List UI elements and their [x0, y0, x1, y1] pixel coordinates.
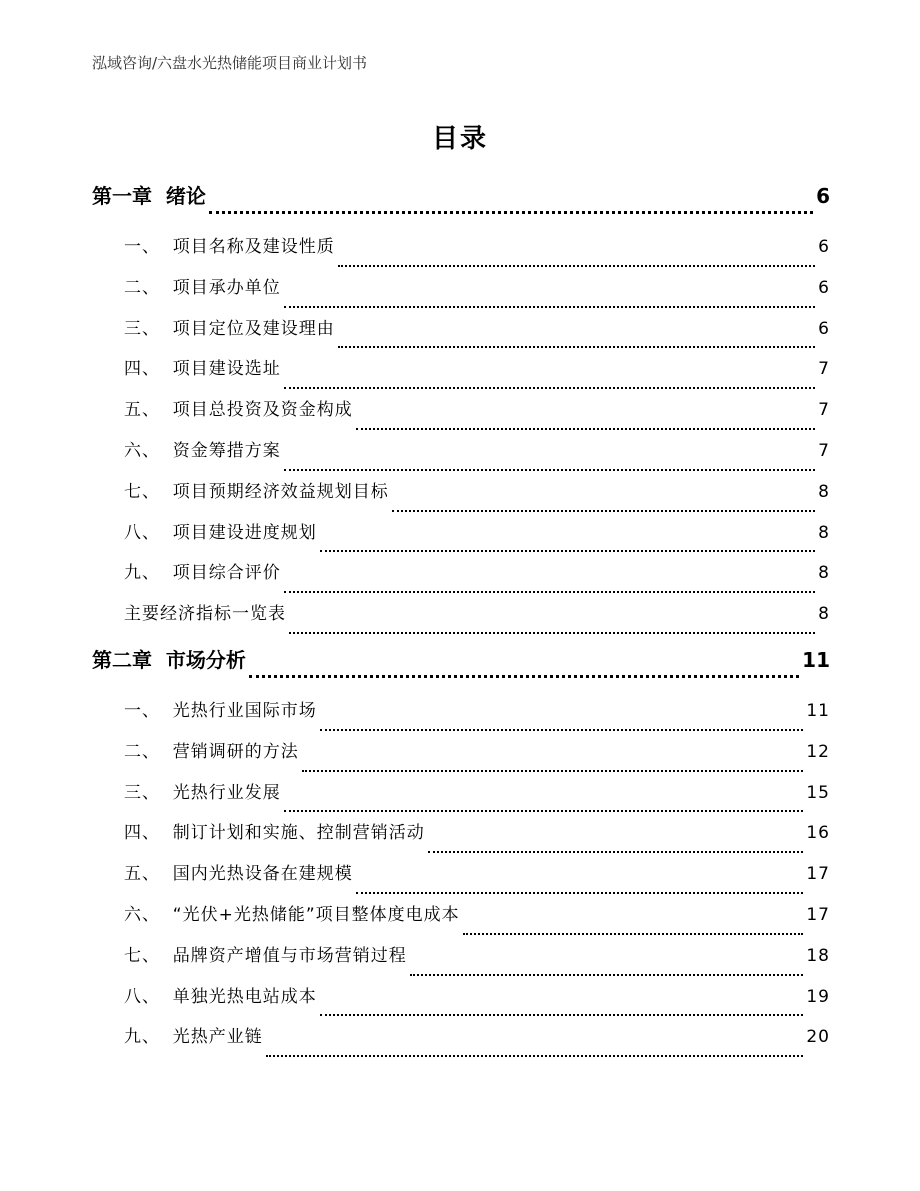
- toc-section-entry[interactable]: [124, 982, 830, 1023]
- toc-entry-label: 二、 项目承办单位: [124, 277, 281, 298]
- dot-leader: [302, 770, 804, 772]
- toc-entry-label: 四、 制订计划和实施、控制营销活动: [124, 823, 425, 844]
- toc-section-entry[interactable]: [124, 354, 830, 395]
- toc-page-number: 12: [806, 741, 830, 762]
- toc-section-entry[interactable]: [124, 558, 830, 599]
- dot-leader: [356, 892, 804, 894]
- toc-section-entry[interactable]: [124, 941, 830, 982]
- dot-leader: [284, 810, 804, 812]
- toc-entry-label: 三、 项目定位及建设理由: [124, 318, 335, 339]
- toc-section-entry[interactable]: [124, 232, 830, 273]
- dot-leader: [284, 469, 815, 471]
- toc-section-entry[interactable]: [124, 1022, 830, 1063]
- toc-page-number: 20: [806, 1027, 830, 1048]
- dot-leader: [338, 346, 815, 348]
- toc-entry-label: 一、 项目名称及建设性质: [124, 237, 335, 257]
- toc-entry-label: 主要经济指标一览表: [124, 604, 286, 625]
- toc-section-entry[interactable]: [124, 518, 830, 559]
- dot-leader: [289, 632, 815, 634]
- toc-page-number: 11: [806, 700, 830, 721]
- toc-entry-label: 六、 资金筹措方案: [124, 440, 281, 461]
- toc-section-entry[interactable]: [124, 436, 830, 477]
- toc-entry-label: 四、 项目建设选址: [124, 359, 281, 380]
- toc-page-number: 6: [818, 318, 830, 339]
- toc-page-number: 8: [818, 522, 830, 543]
- toc-page-number: 19: [806, 986, 830, 1007]
- toc-entry-label: 三、 光热行业发展: [124, 782, 281, 803]
- dot-leader: [284, 306, 815, 308]
- toc-section-entry[interactable]: [124, 477, 830, 518]
- toc-entry-label: 第一章 绪论: [92, 184, 206, 208]
- toc-section-entry[interactable]: [124, 696, 830, 737]
- toc-page-number: 16: [806, 823, 830, 844]
- toc-page-number: 8: [818, 563, 830, 584]
- toc-page-number: 8: [818, 481, 830, 502]
- toc-page-number: 6: [816, 184, 830, 208]
- dot-leader: [284, 591, 815, 593]
- toc-entry-label: 五、 项目总投资及资金构成: [124, 400, 353, 421]
- toc-page-number: 17: [806, 904, 830, 925]
- dot-leader: [338, 265, 815, 267]
- toc-entry-label: 八、 单独光热电站成本: [124, 986, 317, 1007]
- toc-page-number: 8: [818, 604, 830, 625]
- toc-section-entry[interactable]: [124, 900, 830, 941]
- toc-chapter-entry[interactable]: [92, 644, 830, 684]
- toc-page-number: 7: [818, 359, 830, 380]
- toc-section-entry[interactable]: [124, 599, 830, 640]
- toc-entry-label: 七、 品牌资产增值与市场营销过程: [124, 945, 407, 966]
- dot-leader: [410, 974, 804, 976]
- toc-page-number: 17: [806, 864, 830, 885]
- toc-page-number: 15: [806, 782, 830, 803]
- dot-leader: [284, 387, 815, 389]
- toc-section-entry[interactable]: [124, 314, 830, 355]
- toc-entry-label: 六、 “光伏+光热储能”项目整体度电成本: [124, 904, 460, 925]
- dot-leader: [320, 550, 815, 552]
- dot-leader: [266, 1055, 804, 1057]
- toc-section-entry[interactable]: [124, 778, 830, 819]
- dot-leader: [356, 428, 815, 430]
- toc-page-number: 6: [818, 237, 830, 257]
- toc-section-entry[interactable]: [124, 818, 830, 859]
- toc-page-number: 18: [806, 945, 830, 966]
- dot-leader: [320, 1014, 804, 1016]
- toc-page-number: 11: [802, 647, 830, 672]
- dot-leader: [463, 933, 804, 935]
- toc-entry-label: 九、 光热产业链: [124, 1027, 263, 1048]
- toc-entry-label: 九、 项目综合评价: [124, 563, 281, 584]
- toc-entry-label: 八、 项目建设进度规划: [124, 522, 317, 543]
- toc-page-number: 6: [818, 277, 830, 298]
- toc-section-entry[interactable]: [124, 273, 830, 314]
- table-of-contents: [92, 176, 830, 1063]
- dot-leader: [428, 851, 804, 853]
- toc-entry-label: 七、 项目预期经济效益规划目标: [124, 481, 389, 502]
- toc-entry-label: 一、 光热行业国际市场: [124, 700, 317, 721]
- dot-leader: [320, 729, 804, 731]
- toc-entry-label: 五、 国内光热设备在建规模: [124, 864, 353, 885]
- running-header: 泓域咨询/六盘水光热储能项目商业计划书: [92, 54, 368, 72]
- dot-leader: [249, 675, 799, 678]
- toc-section-entry[interactable]: [124, 859, 830, 900]
- toc-section-entry[interactable]: [124, 395, 830, 436]
- dot-leader: [209, 211, 813, 214]
- toc-section-entry[interactable]: [124, 737, 830, 778]
- dot-leader: [392, 510, 815, 512]
- toc-chapter-entry[interactable]: [92, 180, 830, 220]
- toc-entry-label: 二、 营销调研的方法: [124, 741, 299, 762]
- toc-page-number: 7: [818, 400, 830, 421]
- toc-page-number: 7: [818, 440, 830, 461]
- page-title: 目录: [431, 124, 488, 154]
- toc-entry-label: 第二章 市场分析: [92, 647, 246, 672]
